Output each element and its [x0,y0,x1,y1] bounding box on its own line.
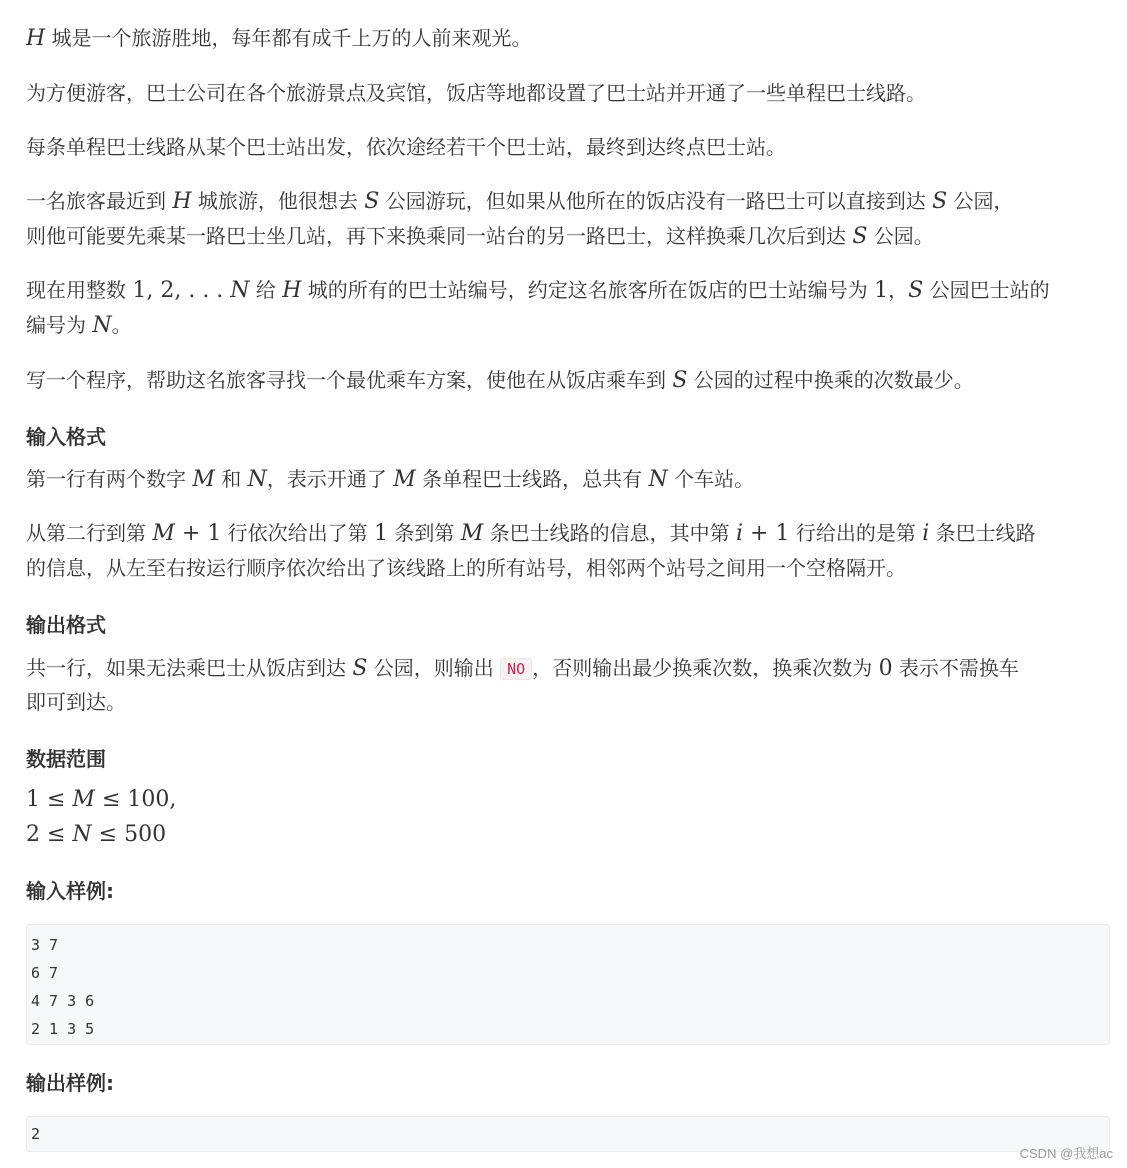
math-num: 1 [207,521,222,546]
math-var-s: S [352,656,368,681]
text-run: 则他可能要先乘某一路巴士坐几站，再下来换乘同一站台的另一路巴士，这样换乘几次后到达 [26,224,853,248]
intro-paragraph-3: 每条单程巴士线路从某个巴士站出发，依次途经若干个巴士站，最终到达终点巴士站。 [26,135,786,159]
math-var-h: H [282,278,302,303]
math-op: ≤ [40,822,73,847]
math-num: 1 [775,521,790,546]
intro-paragraph-2: 为方便游客，巴士公司在各个旅游景点及宾馆，饭店等地都设置了巴士站并开通了一些单程巴士线路。 [26,81,926,105]
text-run: 城是一个旅游胜地，每年都有成千上万的人前来观光。 [45,26,532,50]
math-var-s: S [364,189,380,214]
text-run: 公园的过程中换乘的次数最少。 [687,368,974,392]
math-var-n: N [247,467,267,492]
text-run: 城旅游，他很想去 [191,189,365,213]
math-num: 100 [127,787,170,812]
math-var-n: N [92,313,112,338]
code-line: 2 1 3 5 [31,1020,95,1038]
math-var-i: i [736,521,744,546]
math-var-m: M [393,467,416,492]
sample-input-code [26,924,1110,1045]
math-var-h: H [172,189,192,214]
text-run: 编号为 [26,313,93,337]
text-run: 给 [249,278,283,302]
input-format-line-2 [26,521,1036,546]
sample-input-heading: 输入样例: [26,879,114,903]
math-var-n: N [648,467,668,492]
text-run: 第一行有两个数字 [26,467,193,491]
math-var-i: i [922,521,930,546]
text-run: 条到第 [388,521,461,545]
output-format-heading: 输出格式 [26,613,106,637]
math-num: 0 [878,656,893,681]
text-run: 公园， [947,189,1014,213]
math-var-m: M [152,521,175,546]
text-run: 写一个程序，帮助这名旅客寻找一个最优乘车方案，使他在从饭店乘车到 [26,368,673,392]
text-run: 公园游玩，但如果从他所在的饭店没有一路巴士可以直接到达 [379,189,933,213]
text-run: 个车站。 [667,467,755,491]
math-num: 1 [26,787,40,812]
text-run: 。 [111,313,132,337]
range-m [26,787,176,812]
math-var-s: S [852,224,868,249]
intro-paragraph-6 [26,368,974,393]
text-run: ，表示开通了 [266,467,394,491]
math-op: ≤ [94,787,128,812]
math-sequence: 1, 2, . . . [132,278,231,303]
math-var-m: M [460,521,484,546]
text-run: 和 [214,467,248,491]
math-num: 500 [124,822,167,847]
math-op: + [743,521,776,546]
math-num: 2 [26,822,40,847]
text-run: 公园，则输出 [367,656,501,680]
intro-paragraph-4-line-2 [26,224,934,249]
text-run: 行给出的是第 [789,521,923,545]
text-run: 城的所有的巴士站编号，约定这名旅客所在饭店的巴士站编号为 [301,278,875,302]
input-format-line-3: 的信息，从左至右按运行顺序依次给出了该线路上的所有站号，相邻两个站号之间用一个空格隔开。 [26,556,906,580]
text-run: 条巴士线路 [929,521,1036,545]
text-run: 现在用整数 [26,278,133,302]
sample-output-heading: 输出样例: [26,1071,114,1095]
text-run: ，否则输出最少换乘次数，换乘次数为 [532,656,879,680]
text-run: 公园巴士站的 [923,278,1050,302]
output-format-line-2: 即可到达。 [26,690,126,714]
intro-paragraph-1 [26,26,532,51]
math-punct: , [169,787,177,812]
math-var-s: S [908,278,924,303]
sample-output-code [26,1116,1110,1152]
range-n [26,822,166,847]
intro-paragraph-5-line-1 [26,278,1050,303]
intro-paragraph-5-line-2 [26,313,132,338]
code-line: 2 [31,1125,41,1143]
text-run: 一名旅客最近到 [26,189,173,213]
text-run: 行依次给出了第 [221,521,375,545]
math-var-m: M [72,787,95,812]
code-line: 4 7 3 6 [31,992,95,1010]
math-op: ≤ [91,822,125,847]
math-num: 1 [874,278,889,303]
math-var-h: H [26,26,46,51]
math-num: 1 [374,521,389,546]
output-format-line-1 [26,656,1019,681]
input-format-line-1 [26,467,754,492]
text-run: 共一行，如果无法乘巴士从饭店到达 [26,656,353,680]
code-line: 3 7 [31,936,59,954]
text-run: 表示不需换车 [892,656,1019,680]
text-run: 条巴士线路的信息，其中第 [483,521,736,545]
input-format-heading: 输入格式 [26,425,106,449]
math-op: ≤ [40,787,73,812]
math-var-s: S [672,368,688,393]
math-var-s: S [932,189,948,214]
inline-code-no: NO [500,658,532,680]
text-run: ， [888,278,909,302]
math-var-n: N [230,278,250,303]
data-range-heading: 数据范围 [26,747,106,771]
text-run: 条单程巴士线路，总共有 [415,467,649,491]
math-var-m: M [192,467,215,492]
code-line: 6 7 [31,964,59,982]
csdn-watermark: CSDN @我想ac [1019,1146,1113,1161]
text-run: 公园。 [867,224,934,248]
text-run: 从第二行到第 [26,521,153,545]
math-var-n: N [72,822,92,847]
intro-paragraph-4-line-1 [26,189,1014,214]
math-op: + [174,521,208,546]
